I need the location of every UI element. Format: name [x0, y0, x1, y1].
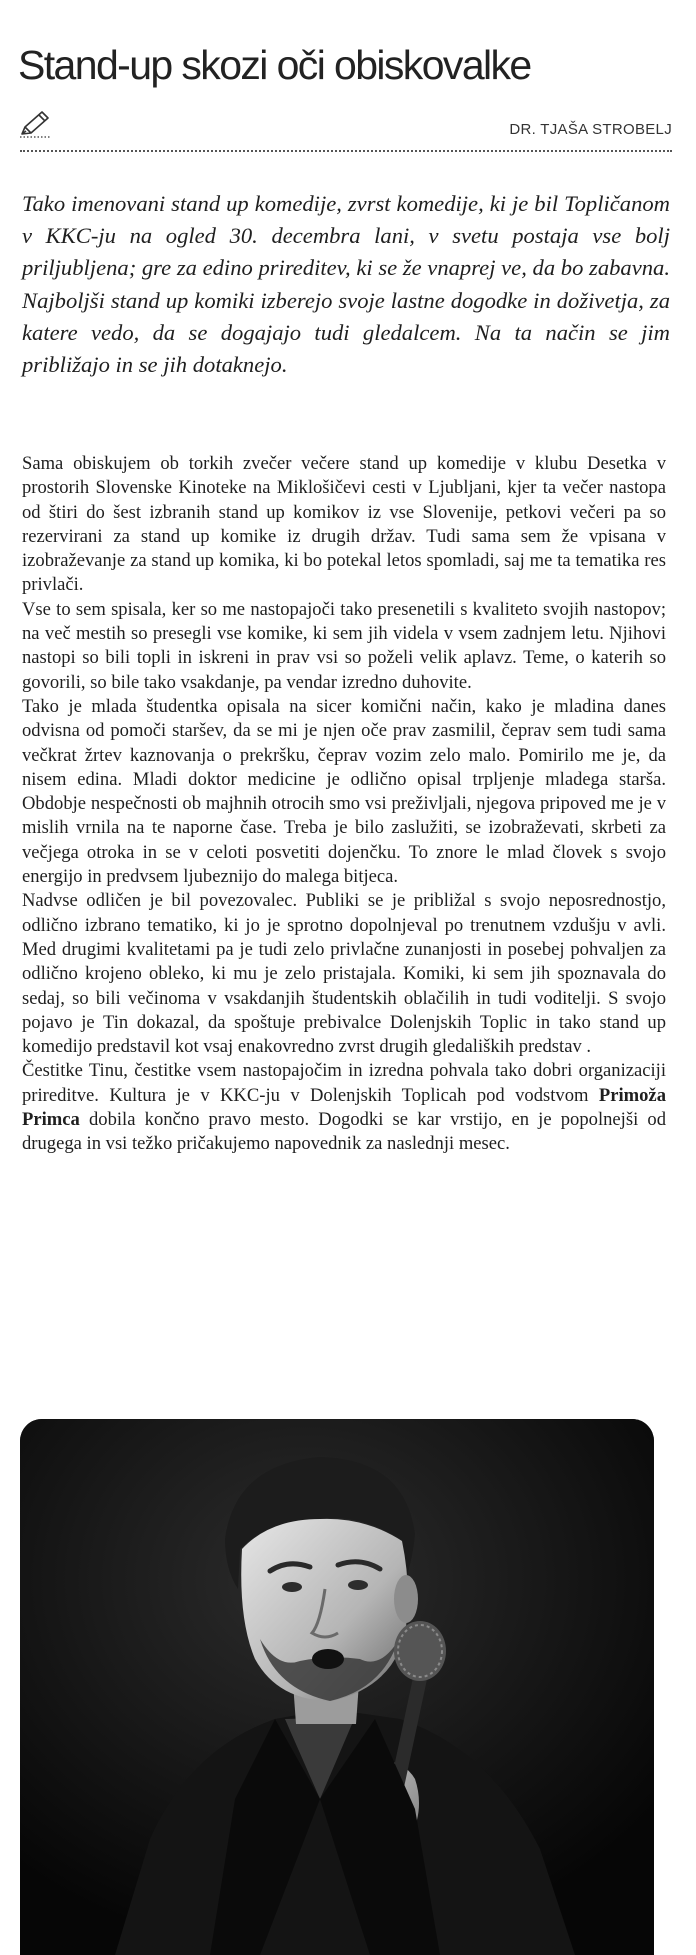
organizer-name: Primoža Primca [22, 1084, 666, 1131]
divider [20, 150, 672, 152]
article-author: DR. TJAŠA STROBELJ [509, 121, 672, 138]
article-lead: Tako imenovani stand up komedije, zvrst komedije, ki je bil Topličanom v KKC-ju na ogled 30. decembra lani, v svetu postaja vse bolj priljubljena; gre za edino prireditev, ki se že vnaprej ve, da bo zabavna. Najboljši stand up komiki izberejo svoje lastne dogodke in doživetja, za katere vedo, da se dogajajo tudi gledalcem. Na ta način se jim približajo in se jih dotaknejo. [22, 191, 670, 378]
pencil-icon [18, 109, 52, 139]
body-paragraph: Sama obiskujem ob torkih zvečer večere stand up komedije v klubu Desetka v prostorih Slovenske Kinoteke na Miklošičevi cesti v Ljubljani, kjer ta večer nastopa od štiri do šest izbranih stand up komikov iz vse Slovenije, petkovi večeri pa so rezervirani za stand up komike iz drugih držav. Tudi sama sem že vpisana v izobraževanje za stand up komika, ki bo potekal letos spomladi, saj me ta tematika res privlači. [22, 453, 666, 596]
comedian-photo-illustration [20, 1419, 654, 1955]
body-paragraph-final [22, 1059, 666, 1156]
article-body [22, 452, 666, 1157]
body-paragraph: Vse to sem spisala, ker so me nastopajoči tako presenetili s kvaliteto svojih nastopov; na več mestih so presegli vse komike, ki sem jih videla v vsem zadnjem letu. Njihovi nastopi so bili topli in iskreni in prav vsi so poželi velik aplavz. Teme, o katerih so govorili, so bile tako vsakdanje, pa vendar izredno duhovite. [22, 598, 666, 693]
final-text-start: Čestitke Tinu, čestitke vsem nastopajočim in izredna pohvala tako dobri organizaciji prireditve. Kultura je v KKC-ju v Dolenjskih Toplicah pod vodstvom [22, 1060, 666, 1106]
final-text-end: dobila končno pravo mesto. Dogodki se kar vrstijo, en je popolnejši od drugega in vsi težko pričakujemo napovednik za naslednji mesec. [22, 1109, 666, 1155]
body-paragraph: Nadvse odličen je bil povezovalec. Publiki se je približal s svojo neposrednostjo, odlično izbrano tematiko, ki jo je sprotno dopolnjeval po trenutnem vzdušju v avli. Med drugimi kvalitetami pa je tudi zelo privlačne zunanjosti in posebej pohvaljen za odlično krojeno obleko, ki mu je zelo pristajala. Komiki, ki sem jih spoznavala do sedaj, so bili večinoma v vsakdanjih študentskih oblačilih in tudi voditelji. S svojo pojavo je Tin dokazal, da spoštuje prebivalce Dolenjskih Toplic in tako stand up komedijo predstavil kot vsaj enakovredno zvrst drugih gledaliških predstav . [22, 890, 666, 1058]
body-paragraph: Tako je mlada študentka opisala na sicer komični način, kako je mladina danes odvisna od pomoči staršev, da se mi je njen oče prav zasmilil, čeprav sem tudi sama večkrat žrtev kaznovanja o prekršku, čeprav vozim zelo malo. Pomirilo me je, da nisem edina. Mladi doktor medicine je odlično opisal trpljenje mladega starša. Obdobje nespečnosti ob majhnih otrocih smo vsi preživljali, njegova pripoved me je v mislih vrnila na te naporne čase. Treba je bilo zaslužiti, se izobraževati, skrbeti za večjega otroka in se v celoti posvetiti dojenčku. To znore le mlad človek s svojo energijo in predvsem ljubeznijo do malega bitjeca. [22, 695, 666, 888]
article-title: Stand-up skozi oči obiskovalke [18, 42, 531, 88]
comedian-photo [20, 1419, 654, 1955]
